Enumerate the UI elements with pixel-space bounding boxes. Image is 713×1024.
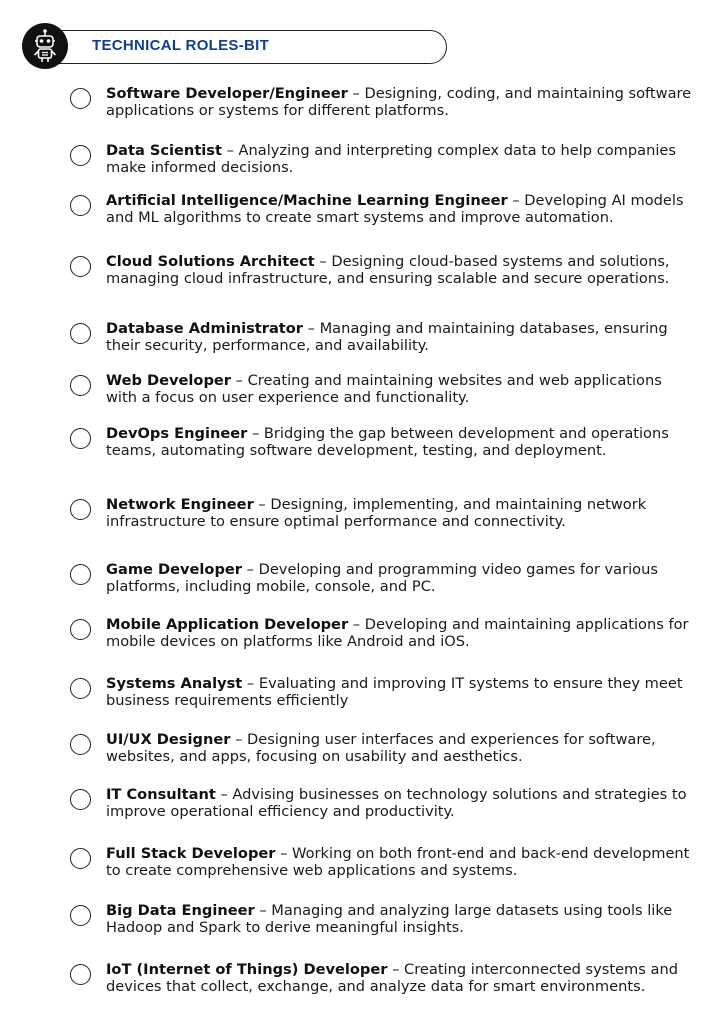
checkbox[interactable] [70,564,91,585]
checkbox[interactable] [70,964,91,985]
page-title: TECHNICAL ROLES-BIT [92,37,270,54]
role-title: IT Consultant [106,786,216,803]
checkbox[interactable] [70,905,91,926]
checkbox[interactable] [70,619,91,640]
role-text [106,192,696,226]
checkbox[interactable] [70,734,91,755]
role-text [106,85,696,119]
checkbox[interactable] [70,375,91,396]
role-title: UI/UX Designer [106,731,231,748]
role-description: – Evaluating and improving IT systems to ensure they meet business requirements efficiently [106,675,683,709]
role-description: – Managing and maintaining databases, ensuring their security, performance, and availability. [106,320,668,354]
role-description: – Creating and maintaining websites and web applications with a focus on user experience and functionality. [106,372,662,406]
role-text [106,496,696,530]
checkbox[interactable] [70,256,91,277]
role-description: – Working on both front-end and back-end development to create comprehensive web applications and systems. [106,845,690,879]
role-title: Software Developer/Engineer [106,85,348,102]
role-description: – Designing user interfaces and experiences for software, websites, and apps, focusing on usability and aesthetics. [106,731,656,765]
checkbox[interactable] [70,848,91,869]
role-text [106,616,696,650]
role-text [106,902,696,936]
role-title: DevOps Engineer [106,425,248,442]
checkbox[interactable] [70,678,91,699]
role-text [106,731,696,765]
role-title: Database Administrator [106,320,303,337]
role-text [106,320,696,354]
role-title: Systems Analyst [106,675,243,692]
role-text [106,142,696,176]
role-title: Web Developer [106,372,231,389]
role-text [106,961,696,995]
role-text [106,253,696,287]
role-text [106,425,696,459]
role-title: Big Data Engineer [106,902,255,919]
role-text [106,786,696,820]
role-text [106,372,696,406]
role-title: Artificial Intelligence/Machine Learning Engineer [106,192,508,209]
checkbox[interactable] [70,428,91,449]
role-text [106,675,696,709]
checkbox[interactable] [70,789,91,810]
role-title: Mobile Application Developer [106,616,349,633]
role-description: – Managing and analyzing large datasets using tools like Hadoop and Spark to derive meaningful insights. [106,902,673,936]
role-description: – Designing cloud-based systems and solutions, managing cloud infrastructure, and ensuring scalable and secure operations. [106,253,670,287]
role-text [106,561,696,595]
role-description: – Advising businesses on technology solutions and strategies to improve operational efficiency and productivity. [106,786,687,820]
role-description: – Developing and maintaining applications for mobile devices on platforms like Android and iOS. [106,616,689,650]
role-description: – Analyzing and interpreting complex data to help companies make informed decisions. [106,142,676,176]
role-title: Network Engineer [106,496,254,513]
role-title: Data Scientist [106,142,222,159]
role-description: – Creating interconnected systems and devices that collect, exchange, and analyze data for smart environments. [106,961,678,995]
role-title: Game Developer [106,561,243,578]
role-description: – Developing and programming video games for various platforms, including mobile, console, and PC. [106,561,658,595]
role-text [106,845,696,879]
checkbox[interactable] [70,499,91,520]
role-description: – Bridging the gap between development and operations teams, automating software development, testing, and deployment. [106,425,669,459]
checkbox[interactable] [70,323,91,344]
role-title: Full Stack Developer [106,845,276,862]
role-description: – Designing, implementing, and maintaining network infrastructure to ensure optimal performance and connectivity. [106,496,647,530]
role-description: – Designing, coding, and maintaining software applications or systems for different platforms. [106,85,692,119]
checkbox[interactable] [70,88,91,109]
checkbox[interactable] [70,145,91,166]
role-title: Cloud Solutions Architect [106,253,315,270]
checkbox[interactable] [70,195,91,216]
role-title: IoT (Internet of Things) Developer [106,961,388,978]
role-description: – Developing AI models and ML algorithms to create smart systems and improve automation. [106,192,684,226]
